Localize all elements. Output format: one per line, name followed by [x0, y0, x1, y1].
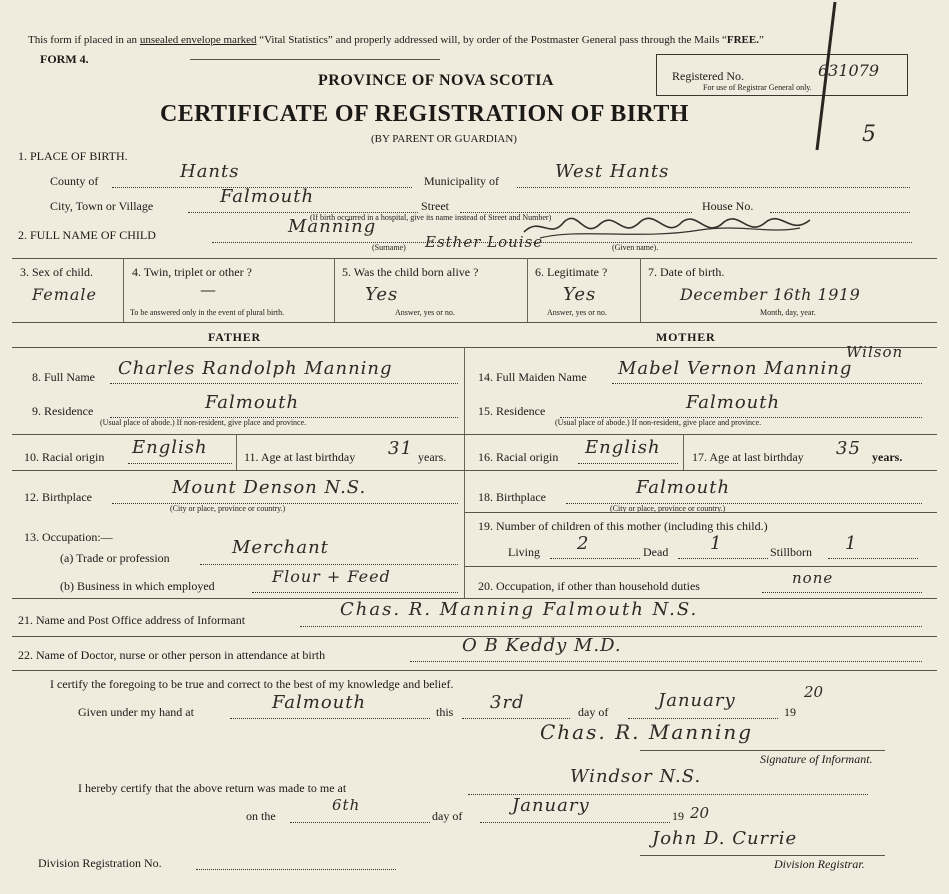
registrar-month-line — [480, 822, 670, 823]
doctor-line — [410, 661, 922, 662]
house-number-label: House No. — [702, 199, 754, 213]
mother-residence-note: (Usual place of abode.) If non-resident, give place and province. — [555, 418, 762, 427]
father-heading: FATHER — [208, 330, 262, 344]
stillborn-value: 1 — [845, 533, 858, 554]
mother-racial-top-rule — [464, 434, 937, 435]
living-value: 2 — [577, 533, 590, 554]
given-day-line — [462, 718, 570, 719]
dead-label: Dead — [643, 545, 669, 559]
informant-line — [300, 626, 922, 627]
street-label: Street — [421, 199, 449, 213]
father-residence-label: 9. Residence — [32, 404, 94, 418]
father-residence-note: (Usual place of abode.) If non-resident, give place and province. — [100, 418, 307, 427]
given-year-prefix: 19 — [784, 705, 796, 719]
row3-top-rule — [12, 258, 937, 259]
row3-divider-3 — [527, 258, 528, 322]
row3-divider-4 — [640, 258, 641, 322]
province-heading: PROVINCE OF NOVA SCOTIA — [318, 72, 554, 89]
trade-line — [200, 564, 458, 565]
mother-age-label: 17. Age at last birthday — [692, 450, 804, 464]
father-age-unit: years. — [418, 450, 447, 464]
birth-date-value: December 16th 1919 — [680, 285, 861, 304]
living-line — [550, 558, 640, 559]
legitimate-value: Yes — [563, 284, 597, 305]
registrar-place-value: Windsor N.S. — [570, 766, 702, 787]
given-day-value: 3rd — [490, 692, 525, 713]
informant-signature: Chas. R. Manning — [540, 720, 754, 744]
father-residence-value: Falmouth — [205, 392, 300, 413]
father-racial-value: English — [132, 437, 208, 458]
twin-label: 4. Twin, triplet or other ? — [132, 265, 252, 279]
business-line — [252, 592, 458, 593]
registrar-year-prefix: 19 — [672, 809, 684, 823]
children-count-label: 19. Number of children of this mother (including this child.) — [478, 519, 768, 533]
mother-occupation-value: none — [792, 569, 834, 587]
mother-residence-label: 15. Residence — [478, 404, 546, 418]
given-year-value: 20 — [804, 683, 824, 701]
division-registration-label: Division Registration No. — [38, 856, 162, 870]
child-given-name: Esther Louise — [425, 233, 544, 251]
registered-number-label: Registered No. — [672, 69, 744, 83]
father-racial-top-rule — [12, 434, 464, 435]
page-title: CERTIFICATE OF REGISTRATION OF BIRTH — [160, 101, 689, 127]
registrar-text: I hereby certify that the above return was made to me at — [78, 781, 347, 795]
row3-divider-1 — [123, 258, 124, 322]
registered-number: 631079 — [818, 61, 880, 80]
trade-label: (a) Trade or profession — [60, 551, 170, 565]
mother-children-bottom-rule — [464, 566, 937, 567]
corner-mark: 5 — [862, 122, 877, 147]
birth-date-label: 7. Date of birth. — [648, 265, 725, 279]
postal-notice: This form if placed in an unsealed envelope marked “Vital Statistics” and properly addressed will, by order of the Postmaster General pass through the Mails “FREE.” — [28, 34, 764, 46]
hospital-note: (If birth occurred in a hospital, give its name instead of Street and Number) — [310, 213, 552, 222]
informant-label: 21. Name and Post Office address of Informant — [18, 613, 246, 627]
mother-age-unit: years. — [872, 450, 903, 464]
dead-value: 1 — [710, 533, 723, 554]
county-value: Hants — [180, 161, 240, 182]
form-number: FORM 4. — [40, 52, 89, 66]
doctor-label: 22. Name of Doctor, nurse or other person in attendance at birth — [18, 648, 326, 662]
place-of-birth-heading: 1. PLACE OF BIRTH. — [18, 149, 128, 163]
informant-signature-line — [640, 750, 885, 751]
registered-number-note: For use of Registrar General only. — [703, 83, 812, 92]
registrar-day-line — [290, 822, 430, 823]
certify-text: I certify the foregoing to be true and correct to the best of my knowledge and belief. — [50, 677, 454, 691]
notice-underline — [190, 59, 440, 60]
municipality-value: West Hants — [555, 161, 670, 182]
registrar-signature-label: Division Registrar. — [774, 857, 865, 871]
stillborn-line — [828, 558, 918, 559]
registrar-signature: John D. Currie — [652, 828, 798, 849]
given-name-note: (Given name). — [612, 243, 659, 252]
father-birthplace-label: 12. Birthplace — [24, 490, 92, 504]
registrar-day-value: 6th — [332, 796, 361, 814]
page-subtitle: (BY PARENT OR GUARDIAN) — [371, 133, 517, 145]
registrar-on-label: on the — [246, 809, 276, 823]
father-racial-line — [128, 463, 232, 464]
father-racial-bottom-rule — [12, 470, 464, 471]
father-birthplace-value: Mount Denson N.S. — [172, 477, 367, 498]
dead-line — [678, 558, 768, 559]
informant-signature-label: Signature of Informant. — [760, 752, 873, 766]
municipality-label: Municipality of — [424, 174, 499, 188]
business-value: Flour + Feed — [272, 567, 391, 586]
mother-birthplace-note: (City or place, province or country.) — [610, 504, 726, 513]
occupation-label: 13. Occupation:— — [24, 530, 113, 544]
mother-age-value: 35 — [836, 438, 861, 459]
given-this-label: this — [436, 705, 454, 719]
given-place-line — [230, 718, 430, 719]
mother-occupation-label: 20. Occupation, if other than household duties — [478, 579, 700, 593]
mother-age-divider — [683, 434, 684, 470]
trade-value: Merchant — [232, 537, 329, 558]
doctor-value: O B Keddy M.D. — [462, 635, 622, 656]
father-birthplace-note: (City or place, province or country.) — [170, 504, 286, 513]
father-name-line — [110, 383, 458, 384]
registrar-year-value: 20 — [690, 804, 710, 822]
mother-racial-line — [578, 463, 678, 464]
registrar-signature-line — [640, 855, 885, 856]
doctor-rule — [12, 670, 937, 671]
alive-label: 5. Was the child born alive ? — [342, 265, 479, 279]
legitimate-note: Answer, yes or no. — [547, 308, 607, 317]
father-name-label: 8. Full Name — [32, 370, 95, 384]
mother-residence-value: Falmouth — [686, 392, 781, 413]
mother-racial-bottom-rule — [464, 470, 937, 471]
mother-racial-value: English — [585, 437, 661, 458]
mother-birthplace-bottom-rule — [464, 512, 937, 513]
city-label: City, Town or Village — [50, 199, 154, 213]
given-place-value: Falmouth — [272, 692, 367, 713]
father-age-divider — [236, 434, 237, 470]
sex-value: Female — [32, 285, 97, 304]
living-label: Living — [508, 545, 540, 559]
scribble-mark — [520, 210, 820, 244]
row3-divider-2 — [334, 258, 335, 322]
lower-parents-divider — [464, 512, 465, 598]
father-age-label: 11. Age at last birthday — [244, 450, 356, 464]
stillborn-label: Stillborn — [770, 545, 813, 559]
given-under-label: Given under my hand at — [78, 705, 194, 719]
parents-rule — [12, 347, 937, 348]
child-name-label: 2. FULL NAME OF CHILD — [18, 228, 156, 242]
given-day-label: day of — [578, 705, 609, 719]
municipality-line — [517, 187, 910, 188]
business-label: (b) Business in which employed — [60, 579, 215, 593]
birth-date-note: Month, day, year. — [760, 308, 816, 317]
twin-note: To be answered only in the event of plural birth. — [130, 308, 285, 317]
mother-racial-label: 16. Racial origin — [478, 450, 559, 464]
twin-value: — — [200, 280, 217, 299]
father-racial-label: 10. Racial origin — [24, 450, 105, 464]
mother-name-correction: Wilson — [846, 343, 904, 361]
row3-bottom-rule — [12, 322, 937, 323]
notice-emphasis: unsealed envelope marked — [139, 34, 257, 46]
legitimate-label: 6. Legitimate ? — [535, 265, 608, 279]
mother-name-line — [612, 383, 922, 384]
mother-birthplace-value: Falmouth — [636, 477, 731, 498]
surname-note: (Surname) — [372, 243, 406, 252]
mother-heading: MOTHER — [656, 330, 716, 344]
child-surname: Manning — [288, 216, 377, 237]
mother-name-value: Mabel Vernon Manning — [618, 358, 853, 379]
parents-divider — [464, 347, 465, 512]
mother-birthplace-label: 18. Birthplace — [478, 490, 546, 504]
registrar-day-label: day of — [432, 809, 463, 823]
father-age-value: 31 — [388, 438, 413, 459]
informant-value: Chas. R. Manning Falmouth N.S. — [340, 599, 699, 620]
mother-occupation-line — [762, 592, 922, 593]
alive-note: Answer, yes or no. — [395, 308, 455, 317]
given-month-value: January — [658, 690, 736, 711]
father-name-value: Charles Randolph Manning — [118, 358, 393, 379]
given-month-line — [628, 718, 778, 719]
city-value: Falmouth — [220, 186, 315, 207]
division-registration-line — [196, 869, 396, 870]
registrar-month-value: January — [512, 795, 590, 816]
sex-label: 3. Sex of child. — [20, 265, 93, 279]
alive-value: Yes — [365, 284, 399, 305]
mother-name-label: 14. Full Maiden Name — [478, 370, 587, 384]
pen-stroke-mark — [805, 0, 845, 160]
county-label: County of — [50, 174, 99, 188]
